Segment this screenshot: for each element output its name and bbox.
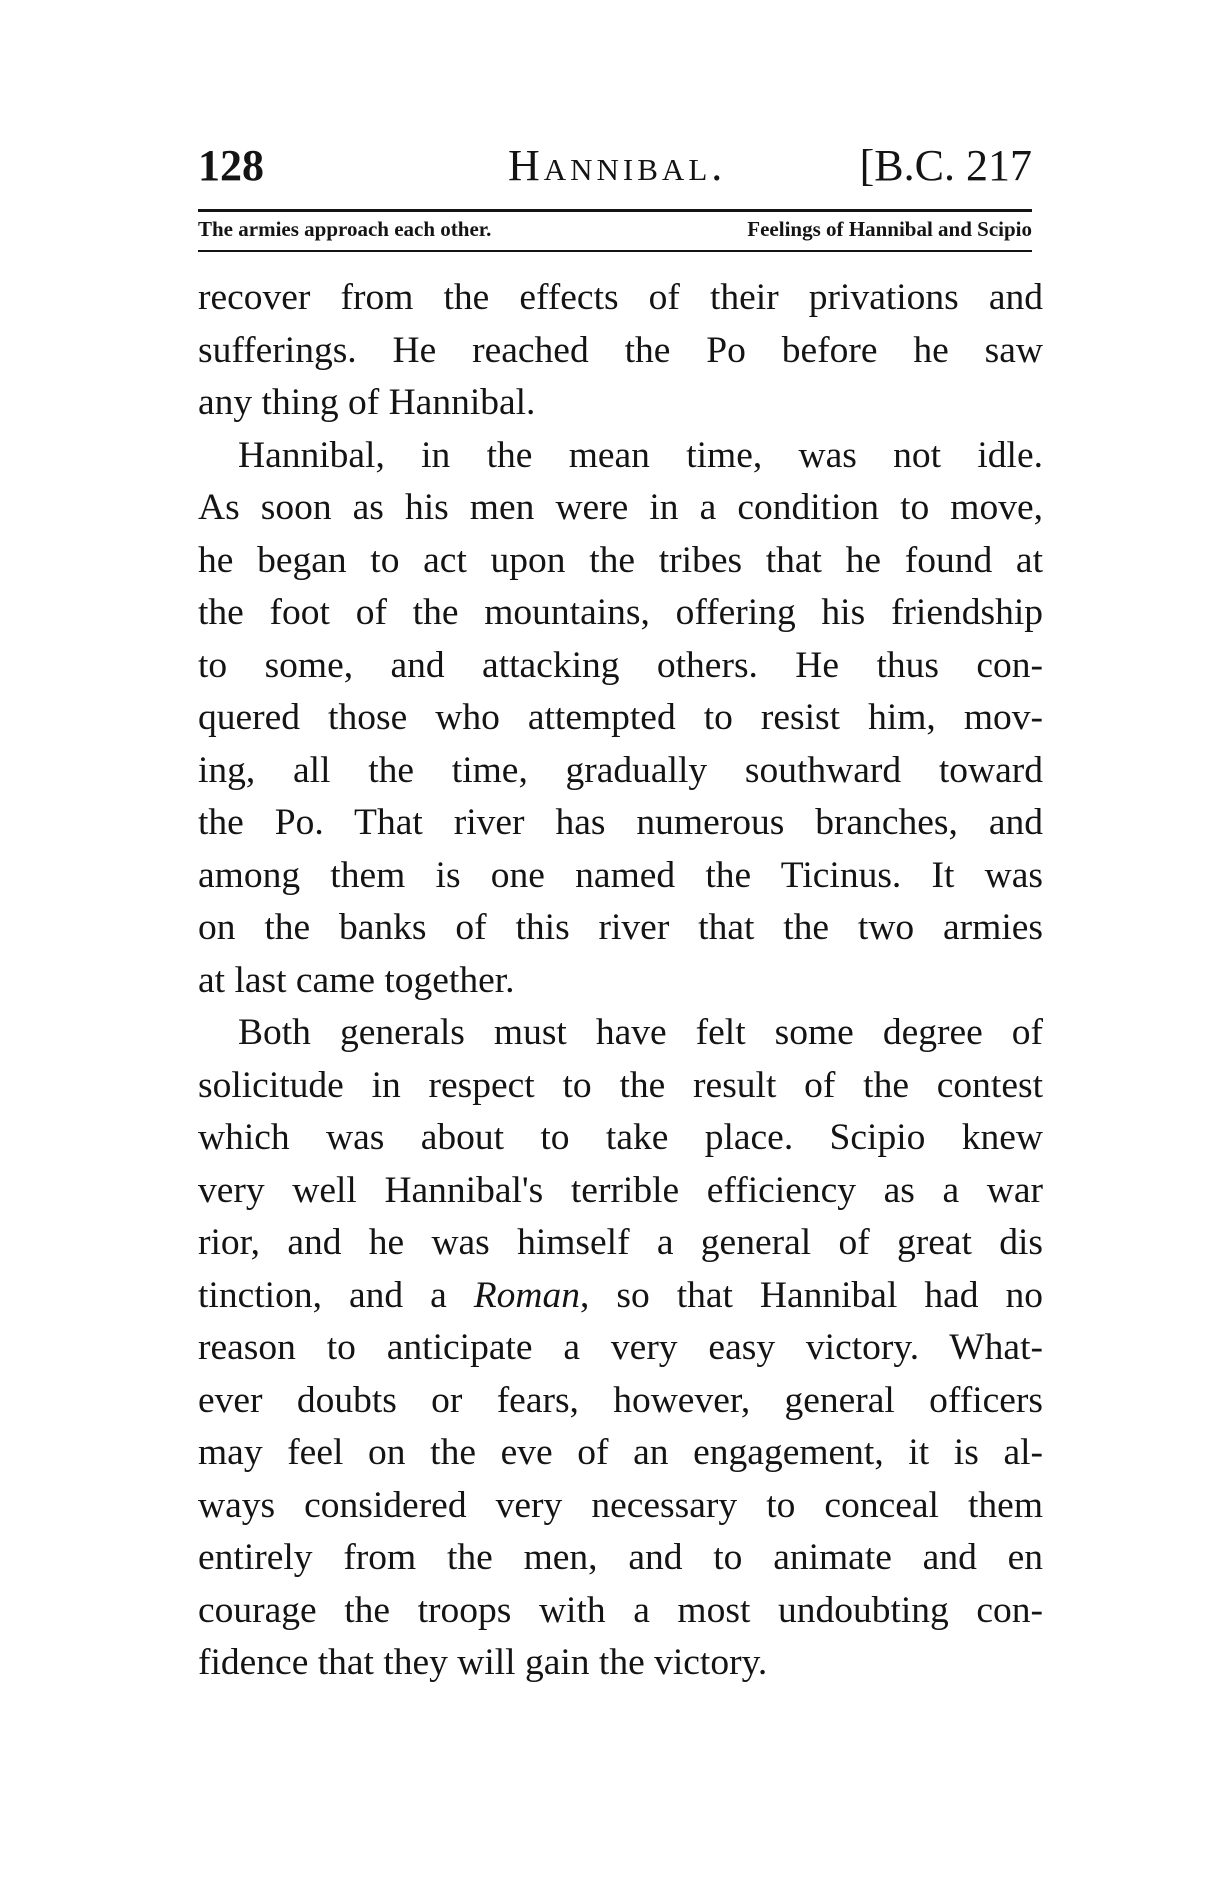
text-line: Both generals must have felt some degree of bbox=[238, 1012, 1043, 1053]
text-segment: tinction, and a bbox=[198, 1274, 447, 1316]
text-line: any thing of Hannibal. bbox=[198, 382, 536, 423]
text-line: ever doubts or fears, however, general officers bbox=[198, 1379, 1043, 1421]
text-line: quered those who attempted to resist him, mov- bbox=[198, 697, 1043, 738]
text-line: reason to anticipate a very easy victory. What- bbox=[198, 1327, 1043, 1368]
text-line: As soon as his men were in a condition to move, bbox=[198, 487, 1043, 528]
text-line: he began to act upon the tribes that he found at bbox=[198, 539, 1043, 581]
text-line: which was about to take place. Scipio knew bbox=[198, 1117, 1043, 1158]
text-line: entirely from the men, and to animate and en bbox=[198, 1537, 1043, 1578]
text-line: solicitude in respect to the result of the contest bbox=[198, 1064, 1043, 1106]
shoulder-notes bbox=[198, 217, 1032, 247]
text-line: the foot of the mountains, offering his friendship bbox=[198, 592, 1043, 633]
text-line: fidence that they will gain the victory. bbox=[198, 1642, 768, 1683]
text-line: very well Hannibal's terrible efficiency as a war bbox=[198, 1169, 1043, 1211]
emphasis-roman: Roman bbox=[473, 1274, 580, 1316]
date-reference: [B.C. 217 bbox=[859, 141, 1032, 190]
text-line: on the banks of this river that the two armies bbox=[198, 907, 1043, 948]
text-line: Hannibal, in the mean time, was not idle. bbox=[238, 434, 1043, 476]
text-line: courage the troops with a most undoubting con- bbox=[198, 1589, 1043, 1631]
page-number: 128 bbox=[198, 141, 264, 190]
text-segment: , so that Hannibal had no bbox=[579, 1274, 1044, 1316]
text-line: ing, all the time, gradually southward toward bbox=[198, 749, 1043, 791]
text-line: among them is one named the Ticinus. It was bbox=[198, 854, 1043, 896]
header-rule-bottom bbox=[198, 250, 1032, 252]
running-head bbox=[198, 140, 1032, 204]
text-line: may feel on the eve of an engagement, it is al- bbox=[198, 1432, 1043, 1473]
text-line: ways considered very necessary to conceal them bbox=[198, 1484, 1043, 1526]
shoulder-note-left: The armies approach each other. bbox=[198, 217, 492, 241]
body-text bbox=[198, 272, 1043, 1690]
book-title: Hannibal. bbox=[508, 141, 727, 190]
text-line: recover from the effects of their privations and bbox=[198, 277, 1043, 318]
shoulder-note-right: Feelings of Hannibal and Scipio bbox=[747, 217, 1032, 241]
text-line: at last came together. bbox=[198, 959, 515, 1001]
text-line: rior, and he was himself a general of great dis bbox=[198, 1222, 1043, 1263]
text-line bbox=[198, 1270, 1043, 1323]
text-line: to some, and attacking others. He thus con- bbox=[198, 644, 1043, 686]
header-rule-top bbox=[198, 209, 1032, 212]
text-line: the Po. That river has numerous branches, and bbox=[198, 802, 1043, 843]
text-line: sufferings. He reached the Po before he saw bbox=[198, 329, 1043, 371]
